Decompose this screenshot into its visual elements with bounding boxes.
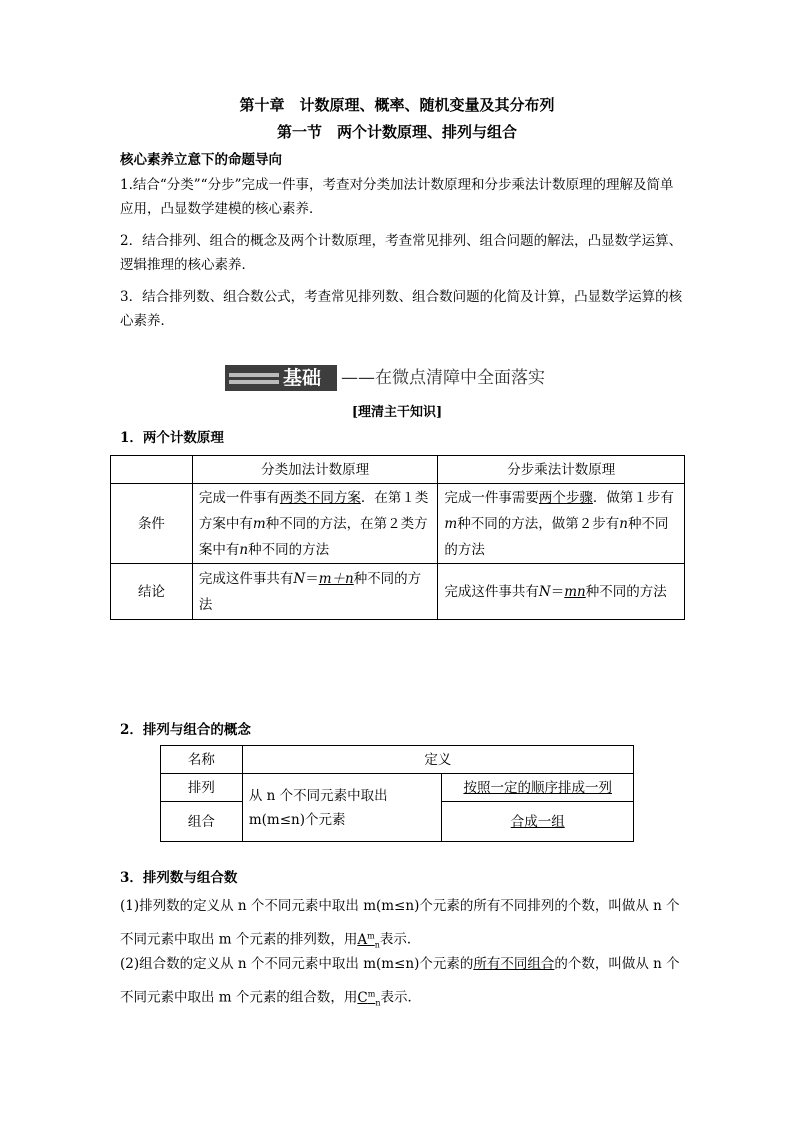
core-heading: 核心素养立意下的命题导向 — [120, 152, 282, 168]
permutation-definition: 按照一定的顺序排成一列 — [442, 774, 634, 802]
banner-stripe — [229, 380, 279, 384]
col-header-name: 名称 — [161, 746, 243, 774]
cell-addition-condition: 完成一件事有两类不同方案．在第１类方案中有m种不同的方法，在第２类方案中有n种不同的方法 — [192, 484, 438, 564]
sec3-title: 3．排列数与组合数 — [120, 870, 238, 886]
knowledge-heading: [理清主干知识] — [351, 405, 443, 420]
row-name-permutation: 排列 — [161, 774, 243, 802]
cell-addition-conclusion: 完成这件事共有N＝m＋n种不同的方法 — [192, 564, 438, 620]
col-header-addition: 分类加法计数原理 — [192, 456, 438, 484]
core-item-2: 2．结合排列、组合的概念及两个计数原理，考查常见排列、组合问题的解法，凸显数学运算、逻辑推理的核心素养． — [120, 233, 683, 273]
table-corner — [111, 456, 193, 484]
permutation-symbol: A — [357, 931, 368, 948]
col-header-multiplication: 分步乘法计数原理 — [438, 456, 685, 484]
row-name-combination: 组合 — [161, 802, 243, 842]
counting-principles-table — [110, 455, 685, 620]
combination-definition: 合成一组 — [442, 802, 634, 842]
banner-tag: 基础 — [283, 367, 322, 389]
permutation-combination-table — [160, 745, 634, 842]
foundation-banner — [225, 365, 560, 393]
core-item-1: 1.结合“分类”“分步”完成一件事，考查对分类加法计数原理和分步乘法计数原理的理解及简单应用，凸显数学建模的核心素养． — [120, 177, 674, 217]
row-label-conclusion: 结论 — [111, 564, 193, 620]
section-title: 第一节 两个计数原理、排列与组合 — [276, 123, 517, 141]
sec3-item-2: (2)组合数的定义从 n 个不同元素中取出 m(m≤n)个元素的所有不同组合的个数，叫做从 n 个不同元素中取出 m 个元素的组合数，用$C^m_n$表示． — [120, 956, 680, 1008]
sec1-title: 1．两个计数原理 — [120, 430, 224, 446]
combination-symbol: C — [357, 989, 368, 1006]
core-item-3: 3．结合排列数、组合数公式，考查常见排列数、组合数问题的化简及计算，凸显数学运算的核心素养． — [120, 289, 683, 329]
sec3-item-1: (1)排列数的定义从 n 个不同元素中取出 m(m≤n)个元素的所有不同排列的个数，叫做从 n 个不同元素中取出 m 个元素的排列数，用$A^m_n$表示． — [120, 898, 680, 950]
sec2-title: 2．排列与组合的概念 — [120, 722, 251, 738]
banner-stripe — [229, 373, 279, 377]
row-label-condition: 条件 — [111, 484, 193, 564]
chapter-title: 第十章 计数原理、概率、随机变量及其分布列 — [239, 96, 555, 114]
col-header-definition: 定义 — [242, 746, 633, 774]
banner-text: ——在微点清障中全面落实 — [341, 368, 545, 388]
shared-definition: 从 n 个不同元素中取出 m(m≤n)个元素 — [242, 774, 442, 842]
cell-multiplication-conclusion: 完成这件事共有N＝mn种不同的方法 — [438, 564, 685, 620]
cell-multiplication-condition: 完成一件事需要两个步骤．做第１步有m种不同的方法，做第２步有n种不同的方法 — [438, 484, 685, 564]
